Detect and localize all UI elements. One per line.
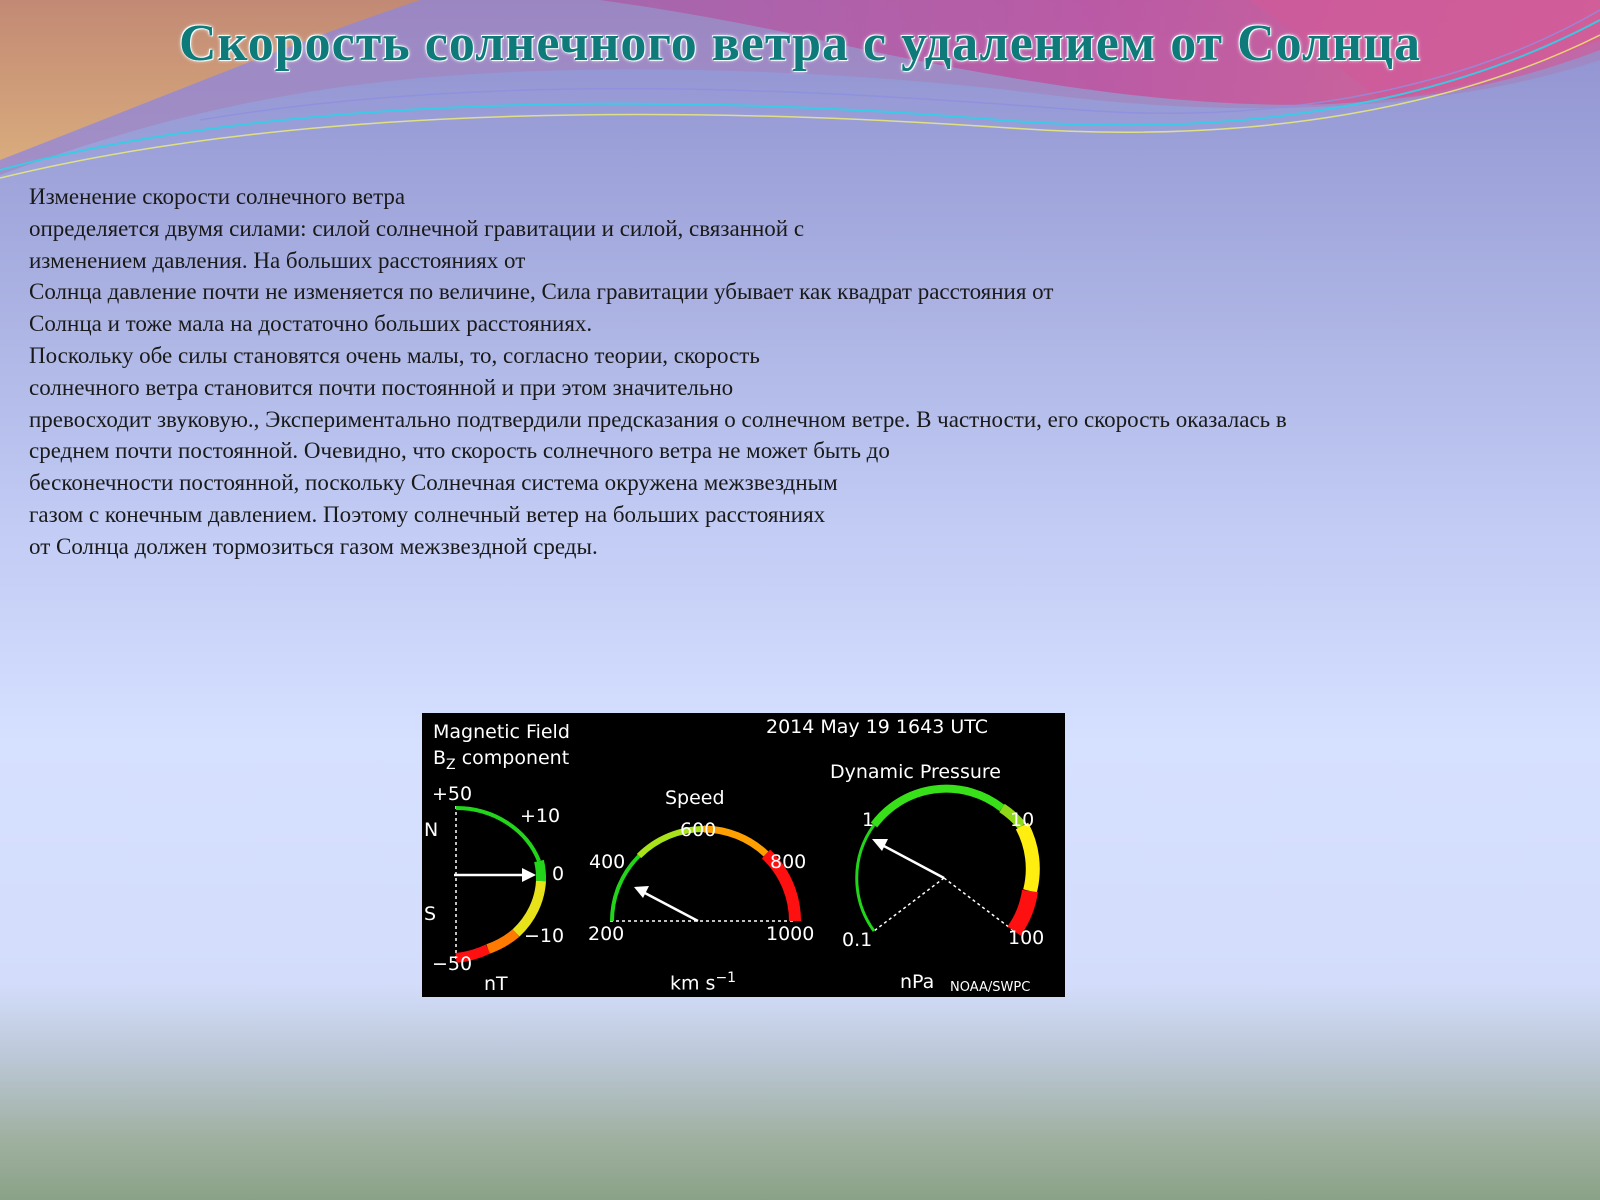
pressure-tick-10: 10	[1010, 809, 1035, 831]
pressure-tick-100: 100	[1008, 927, 1045, 949]
slide-title: Скорость солнечного ветра с удалением от Солнца	[178, 15, 1422, 72]
magnetic-title: Magnetic Field	[433, 721, 570, 743]
paragraph-line: Поскольку обе силы становятся очень малы, то, согласно теории, скорость	[29, 342, 760, 368]
speed-tick-800: 800	[770, 851, 807, 873]
speed-gauge	[610, 829, 795, 921]
magnetic-tick-plus10: +10	[520, 805, 561, 827]
speed-unit	[670, 971, 736, 993]
b-symbol: B	[433, 747, 447, 769]
paragraph-line: изменением давления. На больших расстояниях от	[29, 247, 526, 273]
magnetic-unit: nT	[484, 973, 508, 995]
magnetic-south-label: S	[424, 903, 437, 925]
pressure-line-left	[874, 878, 944, 931]
z-subscript: Z	[446, 756, 456, 773]
component-word: component	[461, 747, 570, 769]
magnetic-component-label	[433, 749, 569, 772]
paragraph-line: от Солнца должен тормозиться газом межзвездной среды.	[29, 533, 598, 559]
magnetic-tick-minus10: −10	[524, 925, 565, 947]
pressure-needle	[872, 839, 944, 878]
paragraph-line: Изменение скорости солнечного ветра	[29, 184, 406, 209]
pressure-unit: nPa	[900, 971, 935, 993]
paragraph-line: Солнца давление почти не изменяется по величине, Сила гравитации убывает как квадрат расстояния от	[29, 279, 1054, 305]
pressure-line-right	[944, 878, 1014, 931]
pressure-arc-yellow	[1022, 826, 1033, 891]
speed-title: Speed	[665, 787, 725, 809]
pressure-title: Dynamic Pressure	[830, 761, 1001, 783]
magnetic-arc-green-thick	[539, 861, 541, 881]
speed-unit-exponent: −1	[715, 970, 737, 986]
speed-unit-base: km s	[670, 972, 716, 995]
magnetic-bottom-label: −50	[432, 953, 473, 975]
paragraph-line: среднем почти постоянной. Очевидно, что скорость солнечного ветра не может быть до	[29, 438, 890, 464]
paragraph-line: солнечного ветра становится почти постоянной и при этом значительно	[29, 374, 734, 400]
speed-needle	[634, 886, 698, 921]
paragraph-line: газом с конечным давлением. Поэтому солнечный ветер на больших расстояниях	[29, 501, 826, 527]
speed-tick-200: 200	[588, 923, 625, 945]
magnetic-north-label: N	[424, 819, 439, 841]
speed-tick-400: 400	[589, 851, 626, 873]
paragraph-line: бесконечности постоянной, поскольку Солнечная система окружена межзвездным	[29, 470, 838, 496]
pressure-arc-red	[1014, 891, 1030, 931]
magnetic-arc-orange	[488, 933, 516, 949]
magnetic-tick-zero: 0	[552, 863, 565, 885]
magnetic-top-label: +50	[432, 783, 473, 805]
paragraph-line: Солнца и тоже мала на достаточно больших расстояниях.	[29, 311, 593, 337]
timestamp: 2014 May 19 1643 UTC	[766, 716, 988, 738]
speed-tick-600: 600	[680, 819, 717, 841]
pressure-gauge	[857, 789, 1033, 931]
speed-tick-1000: 1000	[766, 923, 815, 945]
paragraph-line: превосходит звуковую., Экспериментально подтвердили предсказания о солнечном ветре. В частности, его скорость оказалась в	[29, 406, 1287, 432]
pressure-arc-green	[874, 789, 1002, 825]
pressure-arc-green-thin	[857, 825, 874, 931]
slide-paragraph	[29, 181, 1489, 563]
source-credit: NOAA/SWPC	[950, 980, 1031, 995]
paragraph-line: определяется двумя силами: силой солнечной гравитации и силой, связанной с	[29, 215, 805, 241]
pressure-tick-01: 0.1	[842, 929, 873, 951]
magnetic-needle	[454, 868, 536, 882]
pressure-tick-1: 1	[862, 809, 875, 831]
space-weather-dials	[422, 713, 1065, 997]
